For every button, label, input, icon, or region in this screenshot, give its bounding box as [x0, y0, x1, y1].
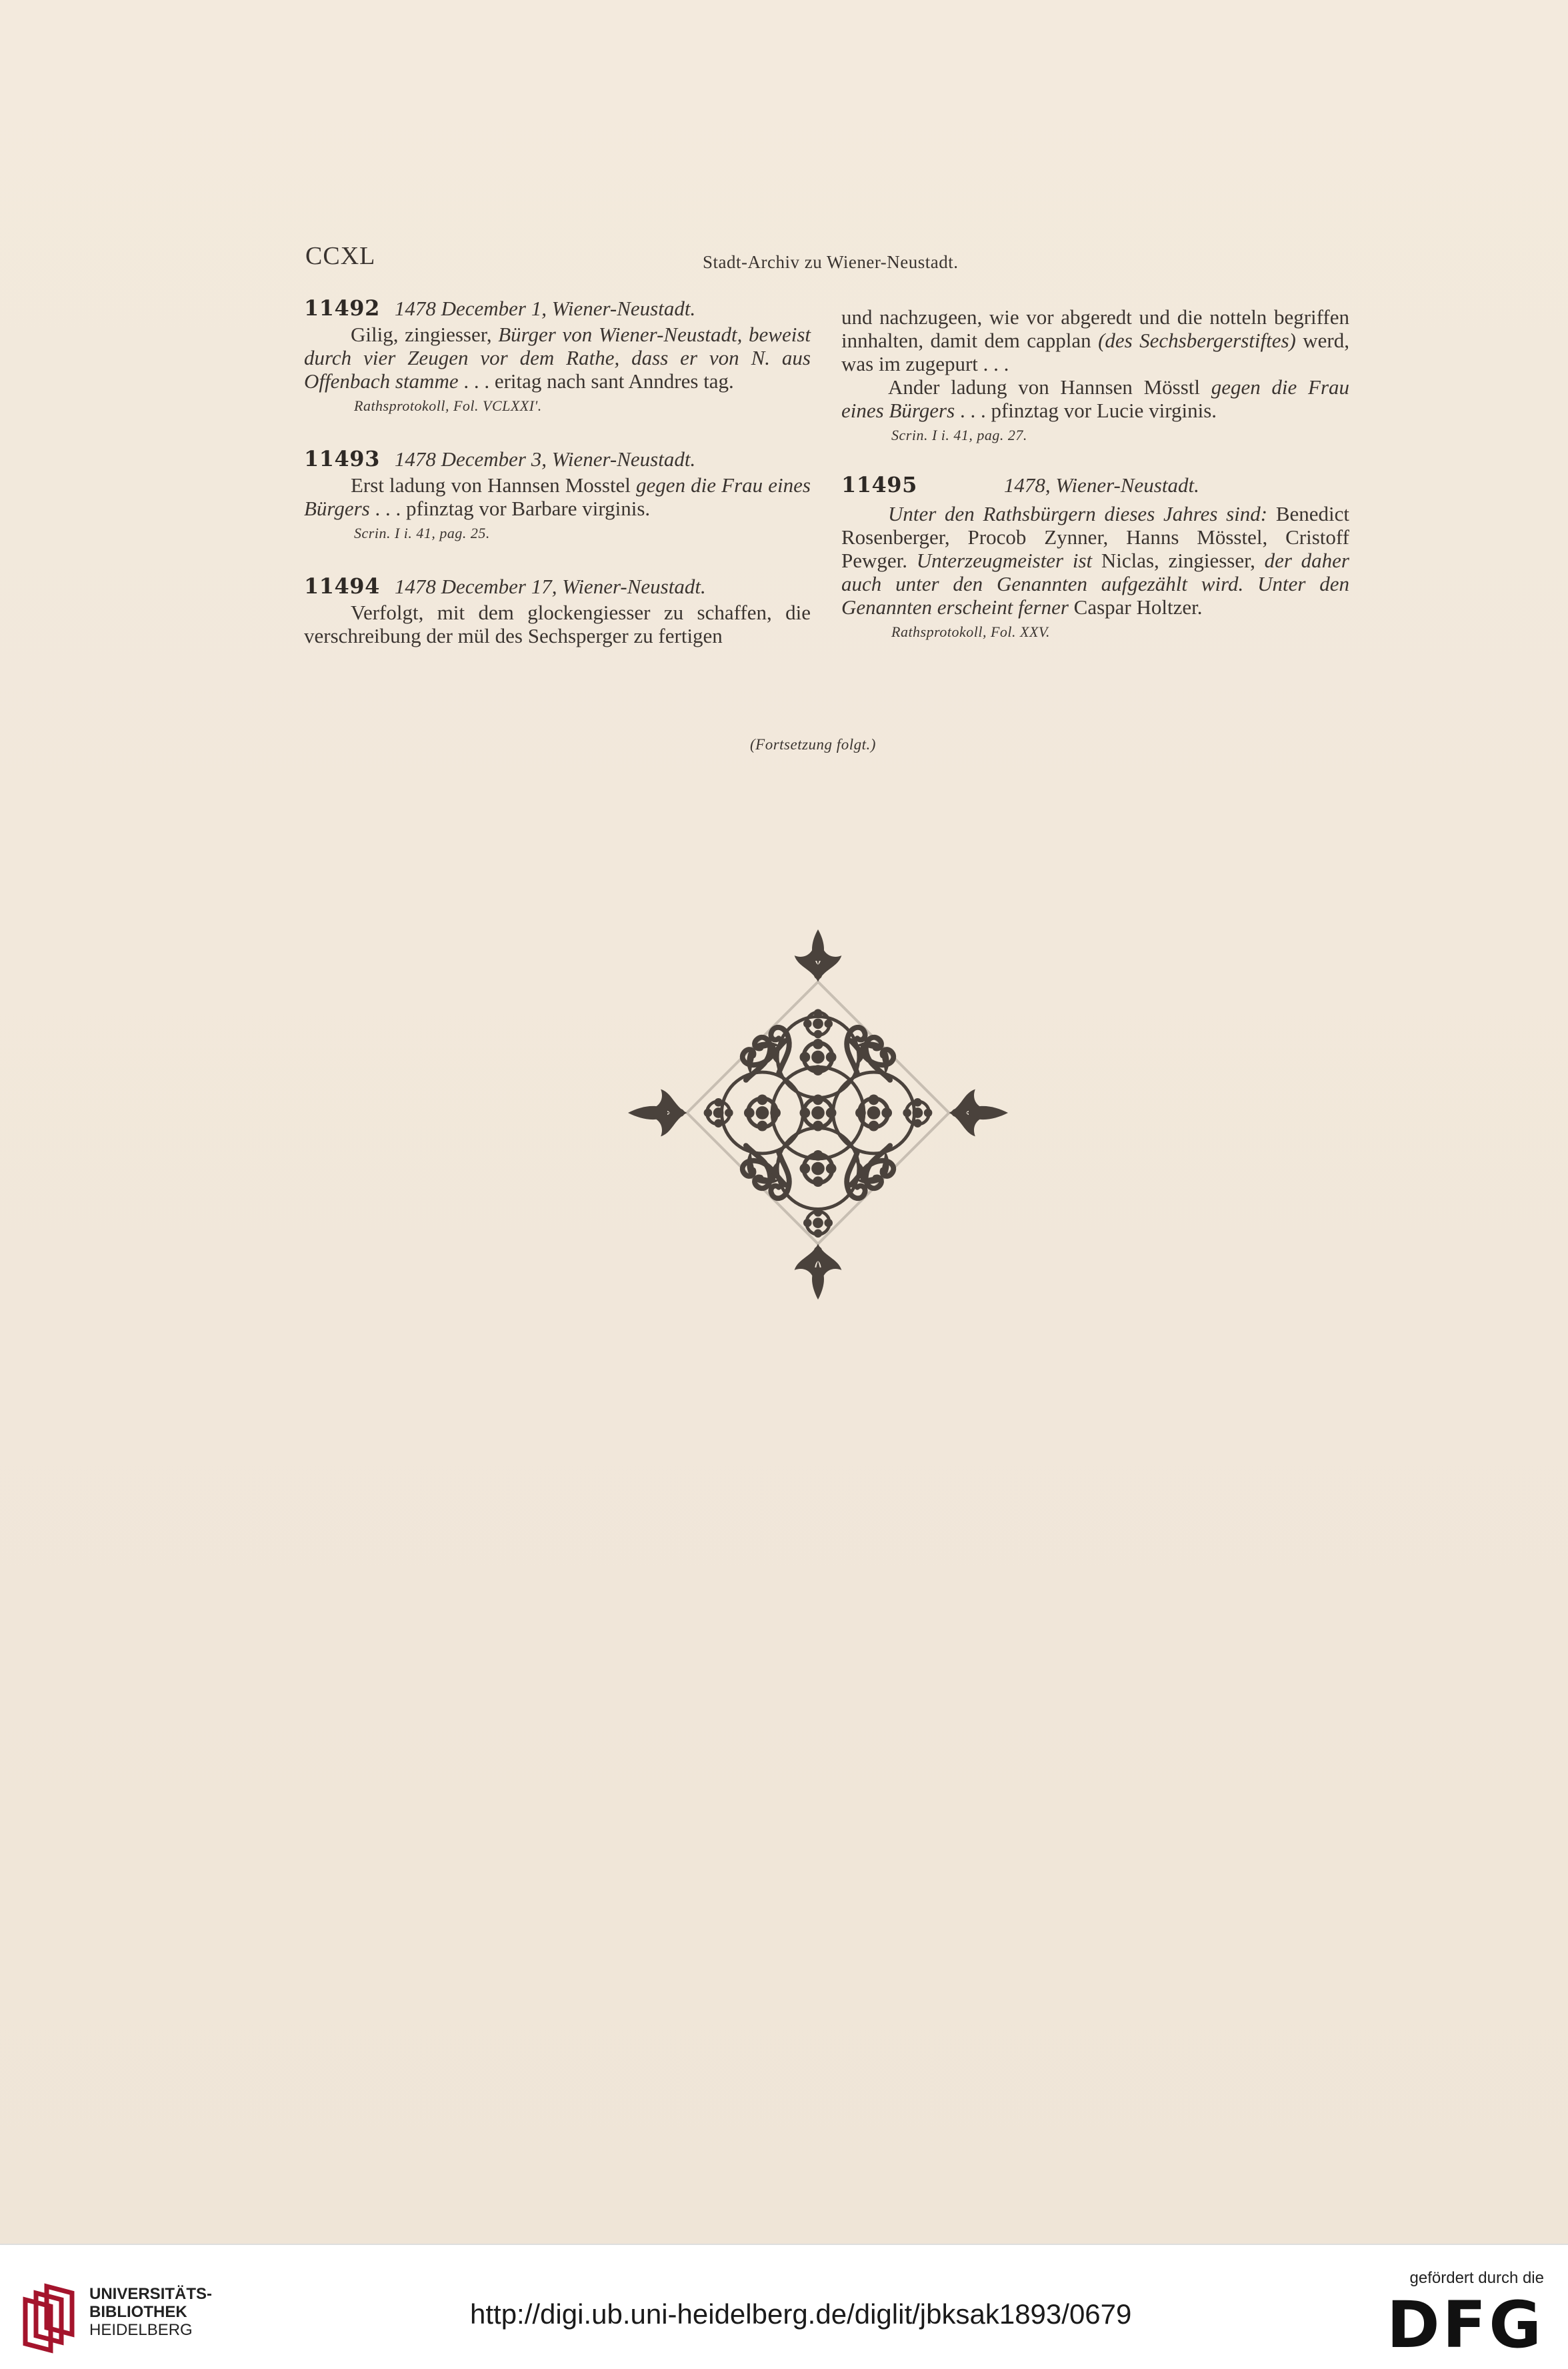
- dfg-logo[interactable]: DFG: [1386, 2288, 1544, 2362]
- entry-body: [304, 473, 811, 520]
- continuation-note: (Fortsetzung folgt.): [750, 736, 876, 753]
- footer-bar: [0, 2244, 1568, 2369]
- entry-text: Erst ladung von Hannsen Mosstel gegen die Frau eines Bürgers . . . pfinztag vor Barbare virginis.: [304, 473, 811, 520]
- entry-number: 11495: [841, 472, 917, 497]
- entry-date-place: 1478, Wiener-Neustadt.: [1003, 473, 1199, 497]
- entry-body: [841, 502, 1349, 619]
- entry-body: [304, 601, 811, 647]
- entry-citation: Scrin. I i. 41, pag. 25.: [354, 525, 490, 541]
- entry-citation: Rathsprotokoll, Fol. XXV.: [891, 623, 1050, 640]
- entry-citation: Scrin. I i. 41, pag. 27.: [891, 427, 1027, 443]
- entry-citation: Rathsprotokoll, Fol. VCLXXI'.: [354, 397, 542, 414]
- entry-date-place: 1478 December 1, Wiener-Neustadt.: [394, 297, 696, 320]
- running-head: Stadt-Archiv zu Wiener-Neustadt.: [703, 252, 959, 272]
- library-name-line: HEIDELBERG: [89, 2321, 193, 2339]
- entry-number: 11494: [304, 573, 380, 599]
- fleuron-ornament-icon: [621, 923, 1015, 1303]
- university-library-logo-icon[interactable]: [16, 2280, 79, 2354]
- entry-heading: [304, 297, 811, 320]
- entry-number: 11492: [304, 295, 380, 321]
- entry-number: 11493: [304, 446, 380, 471]
- entry-text: Unter den Rathsbürgern dieses Jahres sind: Benedict Rosenberger, Procob Zynner, Hanns Mösstel, Cristoff Pewger. Unterzeugmeister ist Niclas, zingiesser, der daher auch unter den Genannten aufgezählt wird. Unter den Genannten erscheint ferner Caspar Holtzer.: [841, 502, 1349, 619]
- library-name-line: BIBLIOTHEK: [89, 2303, 187, 2321]
- left-column: [304, 297, 811, 677]
- entry-heading: [304, 575, 811, 598]
- entry-date-place: 1478 December 3, Wiener-Neustadt.: [394, 447, 696, 471]
- entry-date-place: 1478 December 17, Wiener-Neustadt.: [394, 575, 706, 598]
- document-entry: [304, 447, 811, 545]
- continued-entry-body: [841, 305, 1349, 422]
- permalink-url[interactable]: http://digi.ub.uni-heidelberg.de/diglit/jbksak1893/0679: [470, 2298, 1132, 2330]
- document-entry: [304, 297, 811, 417]
- entry-heading: [841, 473, 1349, 497]
- entry-text: Verfolgt, mit dem glockengiesser zu schaffen, die verschreibung der mül des Sechsperger zu fertigen: [304, 601, 811, 647]
- page-number: CCXL: [305, 242, 376, 270]
- continuation-text: und nachzugeen, wie vor abgeredt und die notteln begriffen innhalten, damit dem capplan (des Sechsbergerstiftes) werd, was im zugepurt . . .: [841, 305, 1349, 375]
- right-column: [841, 305, 1349, 643]
- entry-heading: [304, 447, 811, 471]
- entry-body: [304, 323, 811, 393]
- library-name: [89, 2285, 212, 2339]
- document-entry: [304, 575, 811, 647]
- funding-caption: gefördert durch die: [1409, 2269, 1544, 2287]
- library-name-line: UNIVERSITÄTS-: [89, 2285, 213, 2303]
- entry-text: Gilig, zingiesser, Bürger von Wiener-Neustadt, beweist durch vier Zeugen vor dem Rathe, dass er von N. aus Offenbach stamme . . . eritag nach sant Anndres tag.: [304, 323, 811, 393]
- second-paragraph: Ander ladung von Hannsen Mösstl gegen die Frau eines Bürgers . . . pfinztag vor Lucie virginis.: [841, 375, 1350, 422]
